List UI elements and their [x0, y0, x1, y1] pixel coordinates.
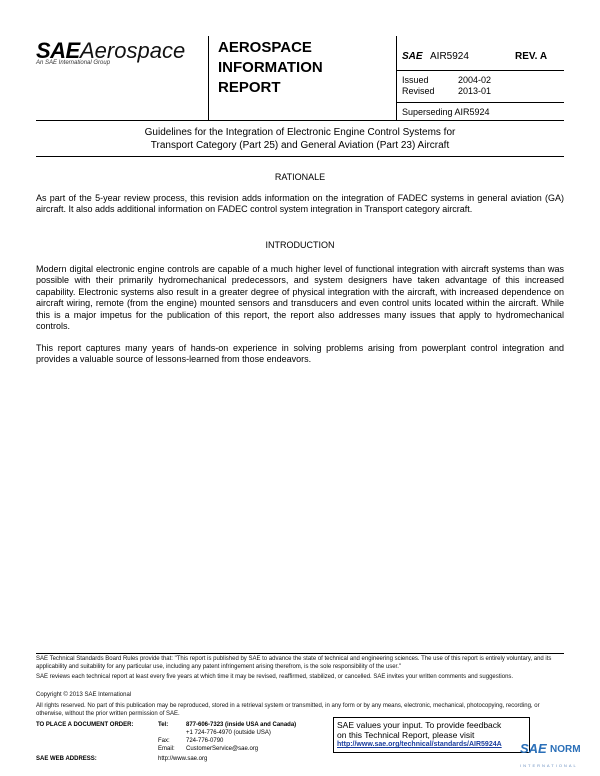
- feedback-link[interactable]: http://www.sae.org/technical/standards/AIR5924A: [337, 741, 502, 748]
- rationale-heading: RATIONALE: [274, 172, 326, 182]
- header-divider-left: [208, 36, 209, 120]
- header-rule-2: [396, 102, 564, 103]
- footer-rule: [36, 653, 564, 654]
- revised-label: Revised: [402, 86, 435, 96]
- superseding: Superseding AIR5924: [402, 107, 490, 117]
- fax-label: Fax:: [158, 738, 170, 744]
- doc-logo: SAE: [402, 51, 423, 62]
- introduction-para2: This report captures many years of hands-on experience in solving problems arising from powerplant control integration and provides a valuable source of lessons-learned from those endeavors.: [36, 343, 564, 365]
- introduction-para1: Modern digital electronic engine controls are capable of a much higher level of functional integration with aircraft systems than was possible with their primarily hydromechanical predecessors, and system designers have taken advantage of this increased capability. Electronic systems also result in a greater degree of physical integration with the aircraft, with increased dependence on aircraft wiring, remote (from the engine) mounted sensors and transducers and even control units located within the aircraft. While this is a major impetus for the publication of this report, the report also addresses many issues that apply to hydromechanical controls.: [36, 264, 564, 332]
- introduction-heading: INTRODUCTION: [265, 240, 335, 250]
- issued-label: Issued: [402, 75, 429, 85]
- title-rule-top: [36, 120, 564, 121]
- tel-inside: 877-606-7323 (inside USA and Canada): [186, 722, 297, 728]
- tel-label: Tel:: [158, 722, 169, 728]
- title-line1: Guidelines for the Integration of Electronic Engine Control Systems for: [144, 127, 456, 138]
- doc-type-line3: REPORT: [218, 79, 281, 96]
- copyright: Copyright © 2013 SAE International: [36, 692, 132, 698]
- header-rule-1: [396, 70, 564, 71]
- doc-type-line1: AEROSPACE: [218, 39, 312, 56]
- web-label: SAE WEB ADDRESS:: [36, 756, 97, 762]
- issued-value: 2004-02: [458, 75, 492, 85]
- document-title: [36, 122, 564, 158]
- sae-logo: SAE: [36, 38, 80, 63]
- policy-text-2: SAE reviews each technical report at least every five years at which time it may be revised, reaffirmed, stabilized, or cancelled. SAE invites your written comments and suggestions.: [36, 674, 514, 680]
- feedback-line2: on this Technical Report, please visit: [337, 730, 475, 740]
- doc-type-title: [218, 38, 323, 98]
- watermark-norm: NORM: [550, 744, 581, 755]
- watermark-logo: SAE: [520, 741, 547, 756]
- rationale-text: As part of the 5-year review process, this revision adds information on the integration of FADEC systems in general aviation (GA) aircraft. It also adds additional information on FADEC control system integration in Transport category aircraft.: [36, 193, 564, 215]
- email-label: Email:: [158, 746, 175, 752]
- rights-text: All rights reserved. No part of this publication may be reproduced, stored in a retrieval system or transmitted, in any form or by any means, electronic, mechanical, photocopying, recording, or otherwise, without the prior written permission of SAE.: [36, 703, 540, 717]
- header-divider-right: [396, 36, 397, 120]
- fax-number: 724-776-0790: [186, 738, 224, 744]
- web-link[interactable]: http://www.sae.org: [158, 756, 208, 762]
- aerospace-logo-text: Aerospace: [80, 38, 186, 63]
- doc-type-line2: INFORMATION: [218, 59, 323, 76]
- order-label: TO PLACE A DOCUMENT ORDER:: [36, 722, 134, 728]
- feedback-line1: SAE values your input. To provide feedback: [337, 720, 502, 730]
- revision: REV. A: [515, 51, 548, 62]
- doc-number: AIR5924: [430, 51, 469, 62]
- feedback-box: [333, 717, 530, 753]
- policy-text-1: SAE Technical Standards Board Rules provide that: "This report is published by SAE to advance the state of technical and engineering sciences. The use of this report is entirely voluntary, and its applicability and suitability for any particular use, including any patent infringement arising therefrom, is the sole responsibility of the user.": [36, 656, 552, 670]
- watermark-sub: INTERNATIONAL: [520, 763, 578, 768]
- title-line2: Transport Category (Part 25) and General Aviation (Part 23) Aircraft: [150, 140, 450, 151]
- title-rule-bottom: [36, 156, 564, 157]
- revised-value: 2013-01: [458, 86, 492, 96]
- tel-outside: +1 724-776-4970 (outside USA): [186, 730, 271, 736]
- email-link[interactable]: CustomerService@sae.org: [186, 746, 259, 752]
- logo-subtitle: An SAE International Group: [36, 60, 111, 66]
